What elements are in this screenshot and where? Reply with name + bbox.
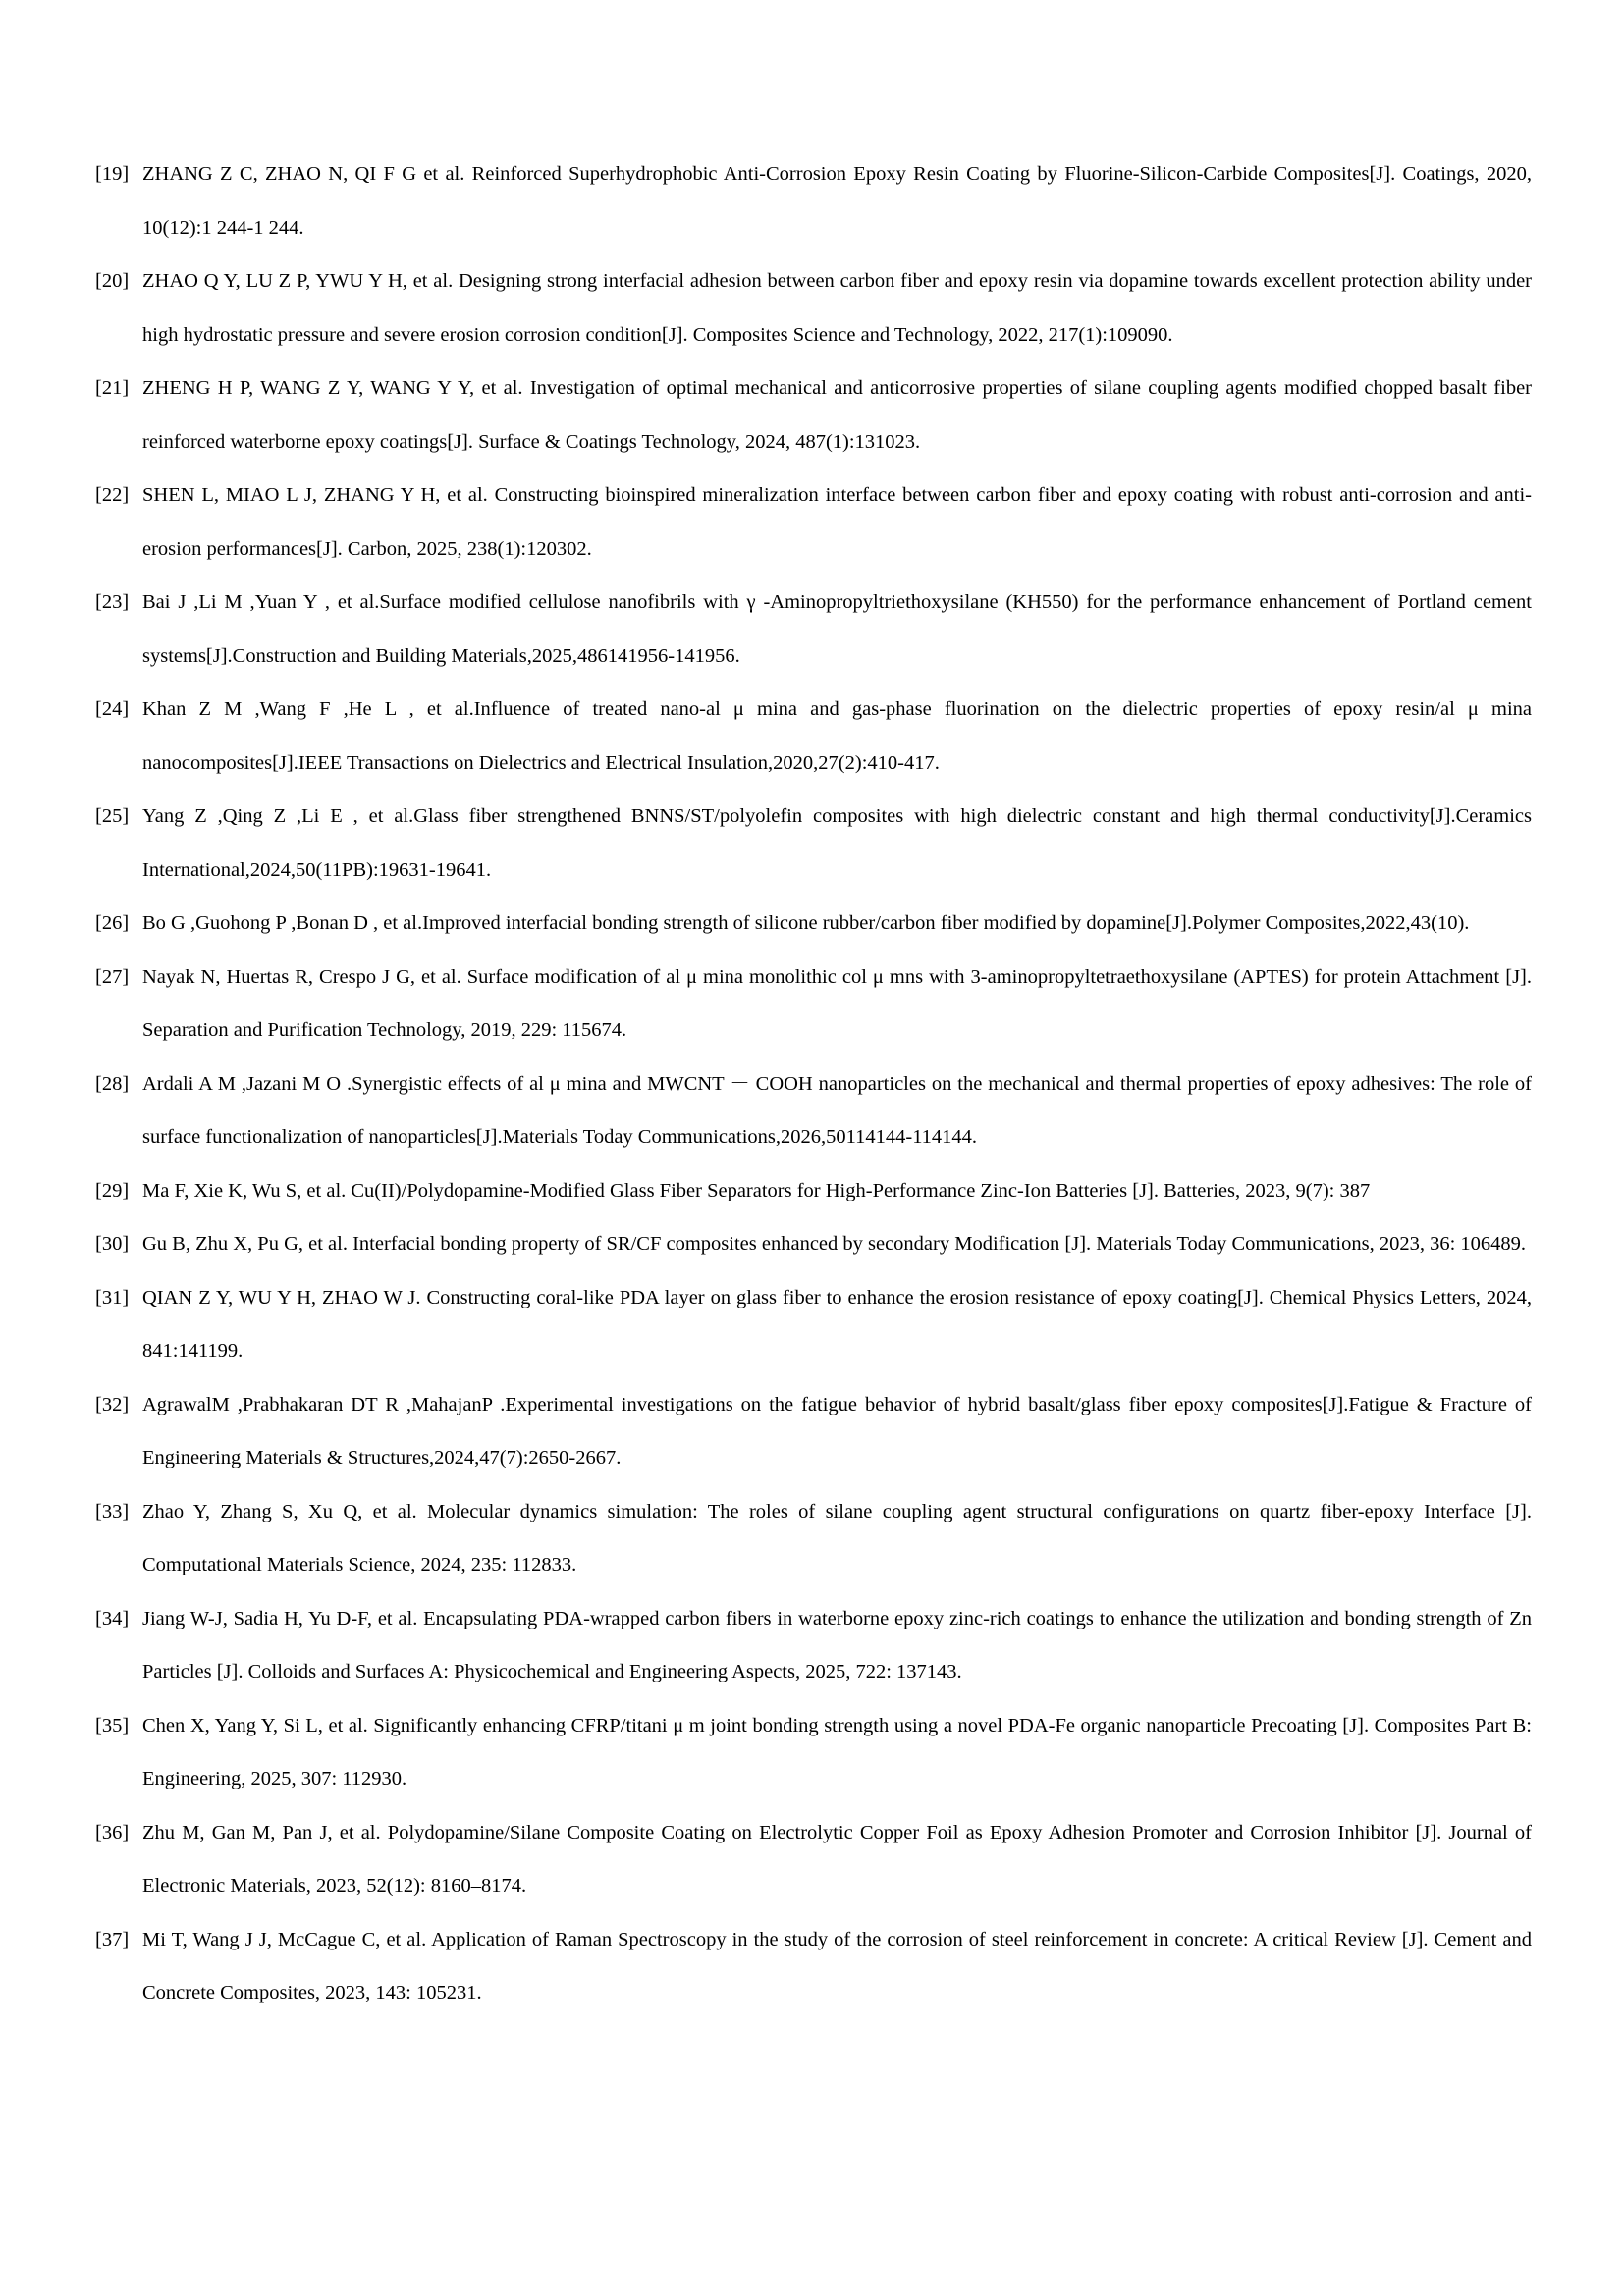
- reference-text: Bai J ,Li M ,Yuan Y , et al.Surface modified cellulose nanofibrils with γ -Aminopropyltriethoxysilane (KH550) for the performance enhancement of Portland cement systems[J].Construction and Building Materials,2025,486141956-141956.: [142, 591, 1532, 667]
- reference-number: [24]: [95, 698, 130, 720]
- reference-number: [27]: [95, 965, 130, 988]
- reference-text: Chen X, Yang Y, Si L, et al. Significantly enhancing CFRP/titani μ m joint bonding strength using a novel PDA-Fe organic nanoparticle Precoating [J]. Composites Part B: Engineering, 2025, 307: 112930.: [142, 1714, 1532, 1789]
- reference-item: [95, 682, 1532, 789]
- reference-text: Jiang W-J, Sadia H, Yu D-F, et al. Encapsulating PDA-wrapped carbon fibers in waterborne epoxy zinc-rich coatings to enhance the utilization and bonding strength of Zn Particles [J]. Colloids and Surfaces A: Physicochemical and Engineering Aspects, 2025, 722: 137143.: [142, 1607, 1532, 1682]
- reference-text: Zhu M, Gan M, Pan J, et al. Polydopamine/Silane Composite Coating on Electrolytic Copper Foil as Epoxy Adhesion Promoter and Corrosion Inhibitor [J]. Journal of Electronic Materials, 2023, 52(12): 8160–8174.: [142, 1821, 1532, 1896]
- reference-number: [28]: [95, 1072, 130, 1095]
- reference-text: AgrawalM ,Prabhakaran DT R ,MahajanP .Experimental investigations on the fatigue behavior of hybrid basalt/glass fiber epoxy composites[J].Fatigue & Fracture of Engineering Materials & Structures,2024,47(7):2650-2667.: [142, 1393, 1532, 1468]
- reference-text: ZHENG H P, WANG Z Y, WANG Y Y, et al. Investigation of optimal mechanical and anticorrosive properties of silane coupling agents modified chopped basalt fiber reinforced waterborne epoxy coatings[J]. Surface & Coatings Technology, 2024, 487(1):131023.: [142, 377, 1532, 453]
- reference-item: [95, 147, 1532, 254]
- reference-number: [19]: [95, 163, 130, 185]
- reference-item: [95, 254, 1532, 361]
- reference-number: [26]: [95, 912, 130, 934]
- reference-text: Yang Z ,Qing Z ,Li E , et al.Glass fiber strengthened BNNS/ST/polyolefin composites with high dielectric constant and high thermal conductivity[J].Ceramics International,2024,50(11PB):19631-19641.: [142, 805, 1532, 881]
- reference-item: [95, 950, 1532, 1057]
- reference-number: [35]: [95, 1714, 130, 1736]
- reference-number: [33]: [95, 1500, 130, 1522]
- reference-item: [95, 1592, 1532, 1699]
- reference-number: [22]: [95, 484, 130, 506]
- reference-text: Zhao Y, Zhang S, Xu Q, et al. Molecular dynamics simulation: The roles of silane coupling agent structural configurations on quartz fiber-epoxy Interface [J]. Computational Materials Science, 2024, 235: 112833.: [142, 1500, 1532, 1575]
- reference-text: ZHAO Q Y, LU Z P, YWU Y H, et al. Designing strong interfacial adhesion between carbon fiber and epoxy resin via dopamine towards excellent protection ability under high hydrostatic pressure and severe erosion corrosion condition[J]. Composites Science and Technology, 2022, 217(1):109090.: [142, 270, 1532, 346]
- reference-text: Ma F, Xie K, Wu S, et al. Cu(II)/Polydopamine-Modified Glass Fiber Separators for High-Performance Zinc-Ion Batteries [J]. Batteries, 2023, 9(7): 387: [142, 1179, 1371, 1201]
- reference-item: [95, 1699, 1532, 1806]
- reference-item: [95, 1057, 1532, 1164]
- reference-item: [95, 1164, 1532, 1218]
- reference-item: [95, 789, 1532, 896]
- reference-text: ZHANG Z C, ZHAO N, QI F G et al. Reinforced Superhydrophobic Anti-Corrosion Epoxy Resin Coating by Fluorine-Silicon-Carbide Composites[J]. Coatings, 2020, 10(12):1 244-1 244.: [142, 163, 1532, 239]
- reference-text: Nayak N, Huertas R, Crespo J G, et al. Surface modification of al μ mina monolithic col μ mns with 3-aminopropyltetraethoxysilane (APTES) for protein Attachment [J]. Separation and Purification Technology, 2019, 229: 115674.: [142, 965, 1532, 1041]
- reference-text: Khan Z M ,Wang F ,He L , et al.Influence of treated nano-al μ mina and gas-phase fluorination on the dielectric properties of epoxy resin/al μ mina nanocomposites[J].IEEE Transactions on Dielectrics and Electrical Insulation,2020,27(2):410-417.: [142, 698, 1532, 774]
- reference-text: Gu B, Zhu X, Pu G, et al. Interfacial bonding property of SR/CF composites enhanced by secondary Modification [J]. Materials Today Communications, 2023, 36: 106489.: [142, 1233, 1527, 1255]
- reference-number: [37]: [95, 1928, 130, 1950]
- reference-item: [95, 575, 1532, 682]
- reference-number: [29]: [95, 1179, 130, 1201]
- reference-number: [25]: [95, 805, 130, 827]
- reference-item: [95, 1378, 1532, 1485]
- reference-item: [95, 1271, 1532, 1378]
- reference-text: SHEN L, MIAO L J, ZHANG Y H, et al. Constructing bioinspired mineralization interface between carbon fiber and epoxy coating with robust anti-corrosion and anti-erosion performances[J]. Carbon, 2025, 238(1):120302.: [142, 484, 1532, 560]
- reference-item: [95, 1913, 1532, 2020]
- reference-item: [95, 361, 1532, 468]
- reference-text: Ardali A M ,Jazani M O .Synergistic effects of al μ mina and MWCNT － COOH nanoparticles on the mechanical and thermal properties of epoxy adhesives: The role of surface functionalization of nanoparticles[J].Materials Today Communications,2026,50114144-114144.: [142, 1072, 1532, 1148]
- reference-number: [20]: [95, 270, 130, 292]
- reference-item: [95, 1806, 1532, 1913]
- reference-number: [36]: [95, 1821, 130, 1843]
- reference-number: [21]: [95, 377, 130, 399]
- reference-text: QIAN Z Y, WU Y H, ZHAO W J. Constructing coral-like PDA layer on glass fiber to enhance the erosion resistance of epoxy coating[J]. Chemical Physics Letters, 2024, 841:141199.: [142, 1286, 1532, 1362]
- reference-item: [95, 1217, 1532, 1271]
- reference-number: [31]: [95, 1286, 130, 1308]
- reference-number: [23]: [95, 591, 130, 613]
- reference-text: Bo G ,Guohong P ,Bonan D , et al.Improved interfacial bonding strength of silicone rubber/carbon fiber modified by dopamine[J].Polymer Composites,2022,43(10).: [142, 912, 1470, 934]
- reference-item: [95, 1485, 1532, 1592]
- reference-item: [95, 468, 1532, 575]
- reference-item: [95, 896, 1532, 950]
- references-list: [95, 147, 1532, 2020]
- reference-number: [30]: [95, 1233, 130, 1255]
- reference-number: [34]: [95, 1607, 130, 1629]
- reference-number: [32]: [95, 1393, 130, 1415]
- reference-text: Mi T, Wang J J, McCague C, et al. Application of Raman Spectroscopy in the study of the corrosion of steel reinforcement in concrete: A critical Review [J]. Cement and Concrete Composites, 2023, 143: 105231.: [142, 1928, 1532, 2003]
